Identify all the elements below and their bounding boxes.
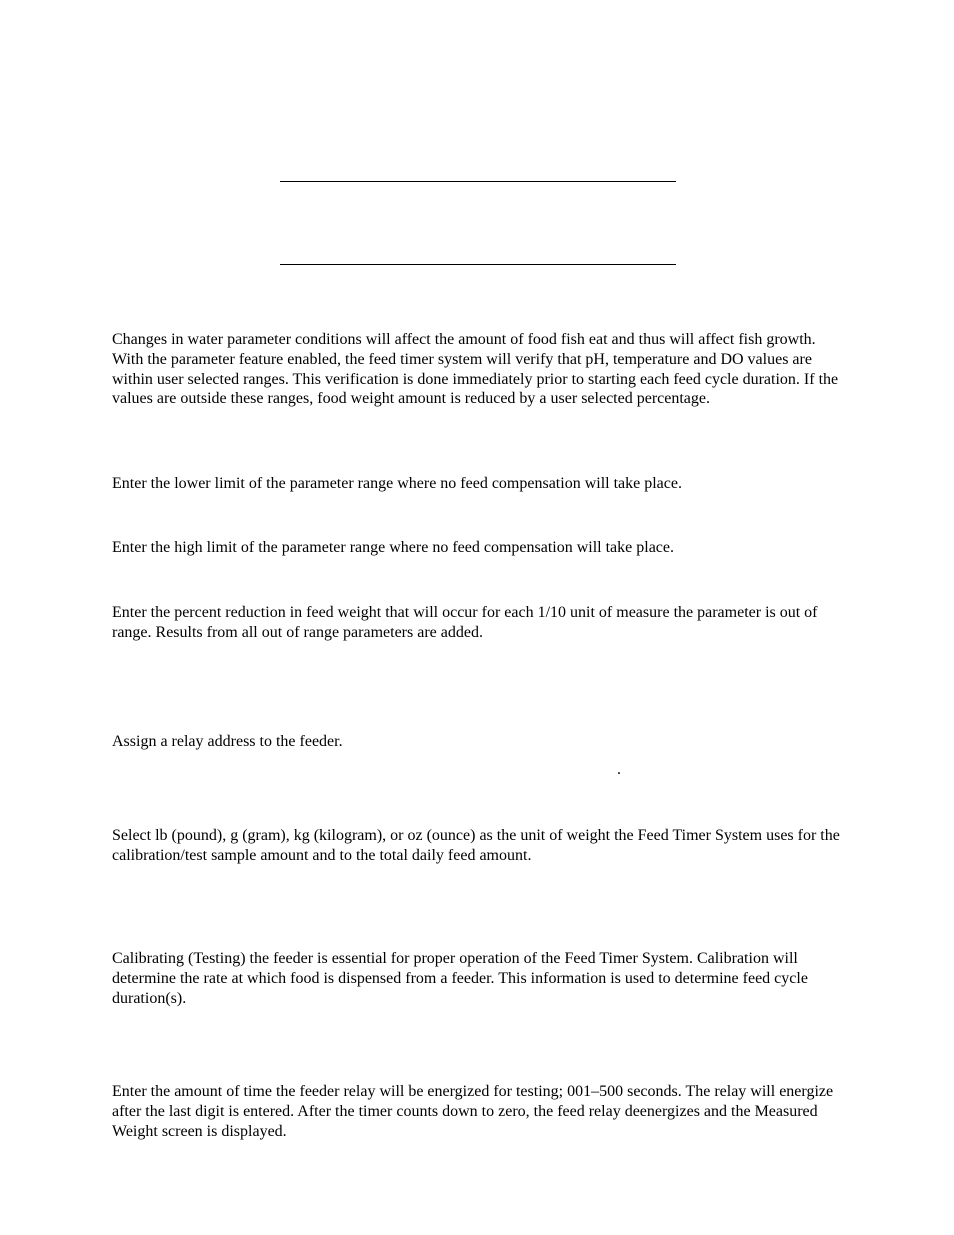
percent-reduction-paragraph: Enter the percent reduction in feed weight that will occur for each 1/10 unit of measure the parameter is out of range. Results from all out of range parameters are added. <box>112 604 818 641</box>
test-time-paragraph: Enter the amount of time the feeder relay will be energized for testing; 001–500 seconds. The relay will energize after the last digit is entered. After the timer counts down to zero, the feed relay deenergizes and the Measured Weight screen is displayed. <box>112 1083 834 1140</box>
lower-limit-paragraph: Enter the lower limit of the parameter range where no feed compensation will take place. <box>112 475 682 492</box>
weight-unit-paragraph: Select lb (pound), g (gram), kg (kilogram), or oz (ounce) as the unit of weight the Feed Timer System uses for the calibration/test sample amount and to the total daily feed amount. <box>112 827 840 864</box>
stray-period-mark: . <box>617 761 621 778</box>
header-rule-top <box>280 181 676 182</box>
high-limit-paragraph: Enter the high limit of the parameter range where no feed compensation will take place. <box>112 539 674 556</box>
header-rule-bottom <box>280 264 676 265</box>
relay-address-paragraph: Assign a relay address to the feeder. <box>112 733 343 750</box>
parameter-intro-paragraph: Changes in water parameter conditions will affect the amount of food fish eat and thus will affect fish growth. With the parameter feature enabled, the feed timer system will verify that pH, temperature and DO values are within user selected ranges. This verification is done immediately prior to starting each feed cycle duration. If the values are outside these ranges, food weight amount is reduced by a user selected percentage. <box>112 331 839 408</box>
calibration-paragraph: Calibrating (Testing) the feeder is essential for proper operation of the Feed Timer System. Calibration will determine the rate at which food is dispensed from a feeder. This information is used to determine feed cycle duration(s). <box>112 950 808 1007</box>
